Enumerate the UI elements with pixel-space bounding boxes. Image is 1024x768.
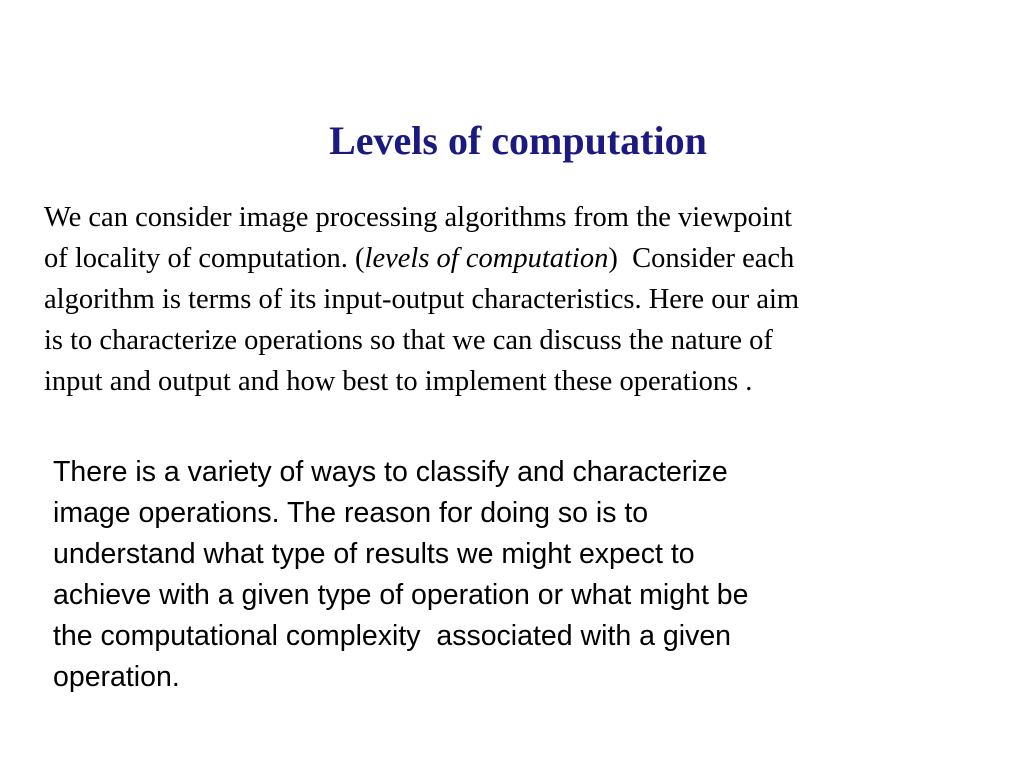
paragraph-line: There is a variety of ways to classify and characterize — [53, 456, 728, 488]
paragraph-line: achieve with a given type of operation or what might be — [53, 579, 749, 611]
paragraph-line: the computational complexity associated with a given — [53, 620, 732, 652]
paragraph-line: image operations. The reason for doing so is to — [53, 497, 649, 529]
paragraph-line: operation. — [53, 661, 180, 693]
paragraph-line: algorithm is terms of its input-output characteristics. Here our aim — [44, 284, 800, 315]
paragraph-line — [44, 238, 984, 279]
paragraph-text: of locality of computation. ( — [44, 243, 365, 274]
italic-term: levels of computation — [364, 243, 609, 274]
paragraph-line: understand what type of results we might expect to — [53, 538, 695, 570]
paragraph-line: input and output and how best to implement these operations . — [44, 366, 753, 397]
paragraph-levels-of-computation — [44, 197, 984, 402]
paragraph-line: We can consider image processing algorithms from the viewpoint — [44, 202, 792, 233]
paragraph-line: is to characterize operations so that we can discuss the nature of — [44, 325, 773, 356]
paragraph-text: ) Consider each — [608, 243, 795, 274]
paragraph-classify-operations — [53, 452, 993, 698]
slide-title: Levels of computation — [329, 118, 707, 163]
